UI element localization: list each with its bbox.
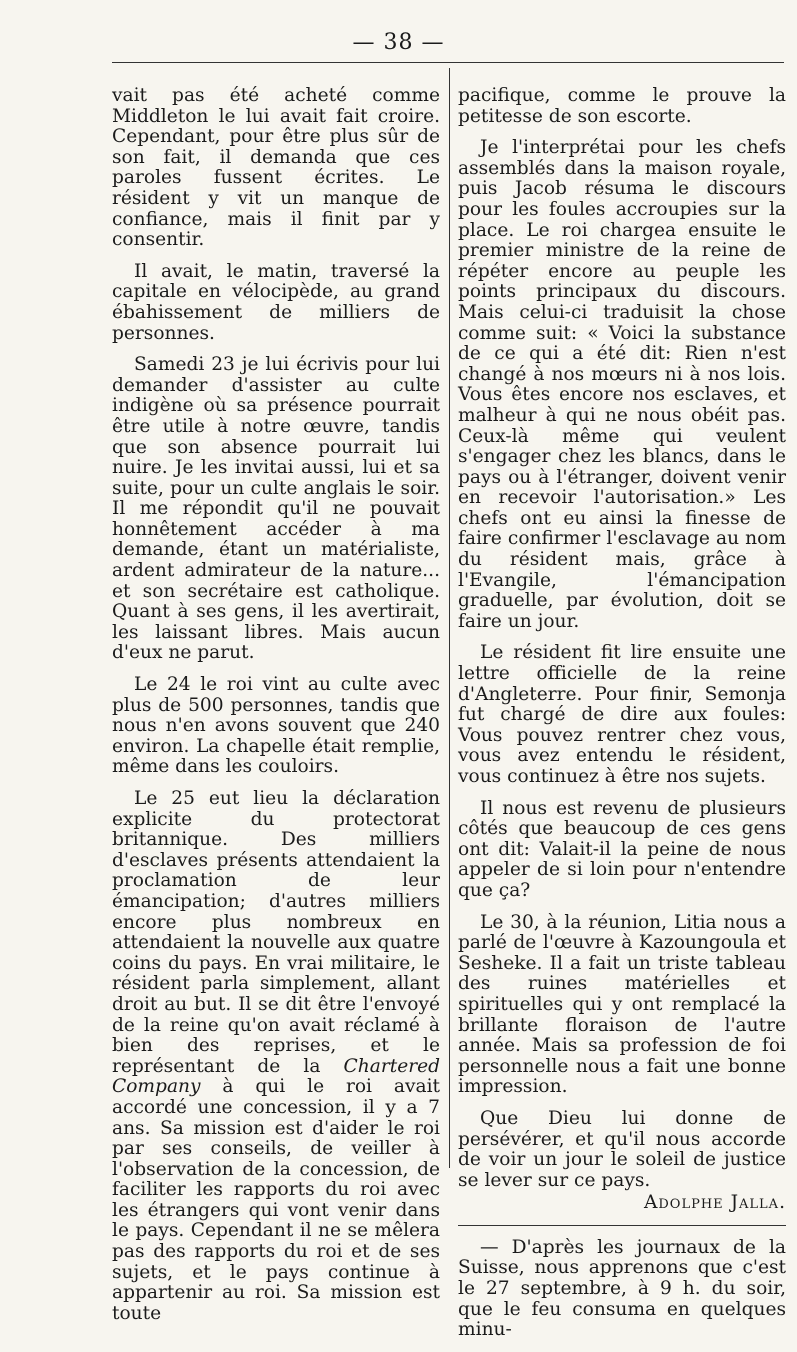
paragraph: Le 30, à la réunion, Litia nous a parlé de l'œuvre à Kazoungoula et Sesheke. Il a fait un triste tableau des ruines matérielles et spirituelles qui y ont remplacé la brillante floraison de l'autre année. Mais sa profession de foi personnelle nous a fait une bonne impression. bbox=[458, 911, 786, 1098]
left-column bbox=[112, 86, 440, 1335]
author-signature bbox=[458, 1193, 786, 1214]
paragraph: Je l'interprétai pour les chefs assemblés dans la maison royale, puis Jacob résuma le discours pour les foules accroupies sur la place. Le roi chargea ensuite le premier ministre de la reine de répéter encore au peuple les points principaux du discours. Mais celui-ci traduisit la chose comme suit: « Voici la substance de ce qui a été dit: Rien n'est changé à nos mœurs ni à nos lois. Vous êtes encore nos esclaves, et malheur à qui ne nous obéit pas. Ceux-là même qui veulent s'engager chez les blancs, dans le pays ou à l'étranger, doivent venir en recevoir l'autorisation.» Les chefs ont eu ainsi la finesse de faire confirmer l'esclavage au nom du résident mais, grâce à l'Evangile, l'émancipation graduelle, par évolution, doit se faire un jour. bbox=[458, 137, 786, 632]
paragraph: pacifique, comme le prouve la petitesse de son escorte. bbox=[458, 85, 786, 127]
paragraph: Que Dieu lui donne de persévérer, et qu'il nous accorde de voir un jour le soleil de justice se lever sur ce pays. bbox=[458, 1107, 786, 1191]
paragraph bbox=[112, 789, 440, 1324]
paragraph: Le 24 le roi vint au culte avec plus de 500 personnes, tandis que nous n'en avons souvent que 240 environ. La chapelle était remplie, même dans les couloirs. bbox=[112, 674, 440, 778]
paragraph: vait pas été acheté comme Middleton le lui avait fait croire. Cependant, pour être plus sûr de son fait, il demanda que ces paroles fussent écrites. Le résident y vit un manque de confiance, mais il finit par y consentir. bbox=[112, 85, 440, 251]
italic-company-name: Chartered Company bbox=[112, 1055, 440, 1098]
header-rule bbox=[112, 62, 784, 63]
paragraph: — D'après les journaux de la Suisse, nous apprenons que c'est le 27 septembre, à 9 h. du soir, que le feu consuma en quelques minu- bbox=[458, 1236, 786, 1341]
section-separator bbox=[458, 1225, 786, 1226]
paragraph: Il avait, le matin, traversé la capitale en vélocipède, au grand ébahissement de milliers de personnes. bbox=[112, 260, 440, 344]
paragraph: Samedi 23 je lui écrivis pour lui demander d'assister au culte indigène où sa présence pourrait être utile à notre œuvre, tandis que son absence pourrait lui nuire. Je les invitai aussi, lui et sa suite, pour un culte anglais le soir. Il me répondit qu'il ne pouvait honnêtement accéder à ma demande, étant un matérialiste, ardent admirateur de la nature... et son secrétaire est catholique. Quant à ses gens, il les avertirait, les laissant libres. Mais aucun d'eux ne parut. bbox=[112, 354, 440, 664]
column-divider bbox=[449, 68, 450, 1168]
paragraph: Le résident fit lire ensuite une lettre officielle de la reine d'Angleterre. Pour finir, Semonja fut chargé de dire aux foules: Vous pouvez rentrer chez vous, vous avez entendu le résident, vous continuez à être nos sujets. bbox=[458, 642, 786, 787]
page-number: — 38 — bbox=[352, 30, 445, 55]
signature-text: Adolphe Jalla. bbox=[643, 1192, 786, 1214]
text-run: Le 25 eut lieu la déclaration explicite du protectorat britannique. Des milliers d'esclaves présents attendaient la proclamation de leur émancipation; d'autres milliers encore plus nombreux en attendaient la nouvelle aux quatre coins du pays. En vrai militaire, le résident parla simplement, allant droit au but. Il se dit être l'envoyé de la reine qu'on avait réclamé à bien des reprises, et le représentant de la bbox=[112, 788, 440, 1077]
right-column bbox=[458, 86, 786, 1352]
text-run: à qui le roi avait accordé une concession, il y a 7 ans. Sa mission est d'aider le roi par ses conseils, de veiller à l'observation de la concession, de faciliter les rapports du roi avec les étrangers qui vont venir dans le pays. Cependant il ne se mêlera pas des rapports du roi et de ses sujets, et le pays continue à appartenir au roi. Sa mission est toute bbox=[112, 1076, 440, 1324]
paragraph: Il nous est revenu de plusieurs côtés que beaucoup de ces gens ont dit: Valait-il la peine de nous appeler de si loin pour n'entendre que ça? bbox=[458, 797, 786, 901]
